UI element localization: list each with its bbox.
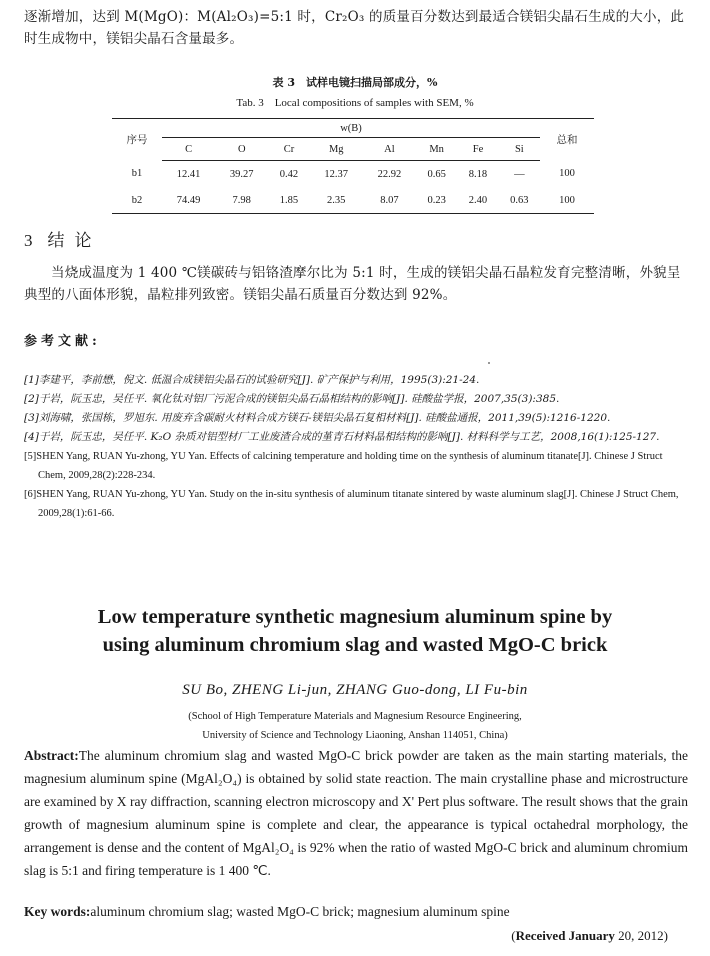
table-caption-cn: 表 3 试样电镜扫描局部成分，% [272, 76, 438, 89]
section-heading [24, 226, 102, 251]
table-cell: 12.41 [176, 168, 201, 180]
author-list: SU Bo, ZHENG Li-jun, ZHANG Guo-dong, LI Fu-bin [182, 682, 528, 698]
sem-composition-table [112, 118, 594, 214]
references-heading: 参考文献: [24, 334, 101, 349]
table-caption-en: Tab. 3 Local compositions of samples with SEM, % [236, 97, 474, 109]
table-cell: — [514, 168, 525, 180]
element-header: C [162, 138, 215, 161]
english-title [0, 603, 710, 659]
received-date: (Received January 20, 2012) [511, 928, 668, 943]
conclusion-paragraph: 当烧成温度为 1 400 ℃镁碳砖与铝铬渣摩尔比为 5:1 时，生成的镁铝尖晶石晶粒发育完整清晰，外貌呈典型的八面体形貌，晶粒排列致密。镁铝尖晶石质量百分数达到 92%。 [24, 265, 681, 303]
reference-item: [2]于岩，阮玉忠，吴任平. 氧化钛对铝厂污泥合成的镁铝尖晶石晶相结构的影响[J]. 硅酸盐学报，2007,35(3):385. [24, 393, 560, 405]
section-number: 3 [24, 231, 34, 250]
element-header: Fe [457, 138, 498, 161]
reference-item: [1]李建平，李前懋，倪文. 低温合成镁铝尖晶石的试验研究[J]. 矿产保护与利用，1995(3):21-24. [24, 374, 480, 386]
keywords-label: Key words: [24, 904, 91, 919]
reference-item: [6]SHEN Yang, RUAN Yu-zhong, YU Yan. Study on the in-situ synthesis of aluminum titanate sintered by waste aluminum slag[J]. Chinese J Struct Chem, 2009,28(1):61-66. [24, 489, 679, 519]
section-title: 结论 [47, 231, 102, 251]
table-cell: 0.23 [416, 187, 457, 214]
abstract [24, 744, 688, 882]
sample-id: b1 [131, 168, 143, 180]
element-header: O [215, 138, 268, 161]
table-row [112, 187, 594, 214]
table-cell: 2.40 [457, 187, 498, 214]
english-title-line: Low temperature synthetic magnesium aluminum spine by [97, 606, 613, 628]
header-group: w(B) [162, 119, 540, 138]
row-total: 100 [540, 187, 594, 214]
reference-item: [5]SHEN Yang, RUAN Yu-zhong, YU Yan. Effects of calcining temperature and holding time on the synthesis of aluminum titanate[J]. Chinese J Struct Chem, 2009,28(2):228-234. [24, 451, 663, 481]
table-cell: 74.49 [162, 187, 215, 214]
affiliation [0, 707, 710, 745]
abstract-text: The aluminum chromium slag and wasted MgO-C brick powder are taken as the main starting materials, the magnesium aluminum spine (MgAl₂O₄) is obtained by solid state reaction. The main crystalline phase and microstructure are examined by X ray diffraction, scanning electron microscopy and X' Pert plus software. The result shows that the grain growth of magnesium aluminum spine is complete and clear, the appearance is typical octahedral morphology, the arrangement is dense and the content of MgAl₂O₄ is 92% when the ratio of wasted MgO-C brick and aluminum chromium slag is 5:1 and firing temperature is 1 400 ℃. [24, 748, 688, 878]
keywords [24, 904, 688, 920]
element-header: Mg [310, 138, 363, 161]
affiliation-line: (School of High Temperature Materials and Magnesium Resource Engineering, [188, 711, 522, 722]
table-cell: 39.27 [229, 168, 254, 180]
table-cell: 22.92 [377, 168, 402, 180]
table-cell: 0.63 [499, 187, 540, 214]
row-total: 100 [559, 168, 575, 180]
received-label: Received January [515, 928, 615, 943]
abstract-label: Abstract: [24, 748, 79, 763]
reference-item: [4]于岩，阮玉忠，吴任平. K₂O 杂质对铝型材厂工业废渣合成的堇青石材料晶相结构的影响[J]. 材料科学与工艺，2008,16(1):125-127. [24, 431, 660, 443]
table-cell: 8.18 [468, 168, 488, 180]
speck-mark [488, 362, 490, 364]
intro-paragraph: 逐渐增加，达到 M(MgO)：M(Al₂O₃)=5:1 时，Cr₂O₃ 的质量百分数达到最适合镁铝尖晶石生成的大小，此时生成物中，镁铝尖晶石含量最多。 [24, 9, 685, 47]
reference-list [24, 371, 688, 523]
table-cell: 1.85 [268, 187, 309, 214]
element-header: Cr [268, 138, 309, 161]
table-cell: 2.35 [310, 187, 363, 214]
affiliation-line: University of Science and Technology Liaoning, Anshan 114051, China) [202, 730, 508, 741]
element-header: Si [499, 138, 540, 161]
keywords-text: aluminum chromium slag; wasted MgO-C brick; magnesium aluminum spine [90, 904, 510, 919]
element-header: Al [363, 138, 416, 161]
header-total: 总和 [540, 119, 594, 161]
received-value: 20, 2012 [618, 928, 664, 943]
table-cell: 0.42 [279, 168, 299, 180]
table-cell: 0.65 [427, 168, 446, 180]
element-header: Mn [416, 138, 457, 161]
reference-item: [3]刘海啸，张国栋，罗旭东. 用废弃含碳耐火材料合成方镁石-镁铝尖晶石复相材料[J]. 硅酸盐通报，2011,39(5):1216-1220. [24, 412, 611, 424]
english-title-line: using aluminum chromium slag and wasted MgO-C brick [102, 634, 608, 656]
header-sample: 序号 [112, 119, 162, 161]
table-cell: 7.98 [215, 187, 268, 214]
sample-id: b2 [112, 187, 162, 214]
table-row [112, 161, 594, 188]
table-cell: 12.37 [324, 168, 349, 180]
table-cell: 8.07 [363, 187, 416, 214]
